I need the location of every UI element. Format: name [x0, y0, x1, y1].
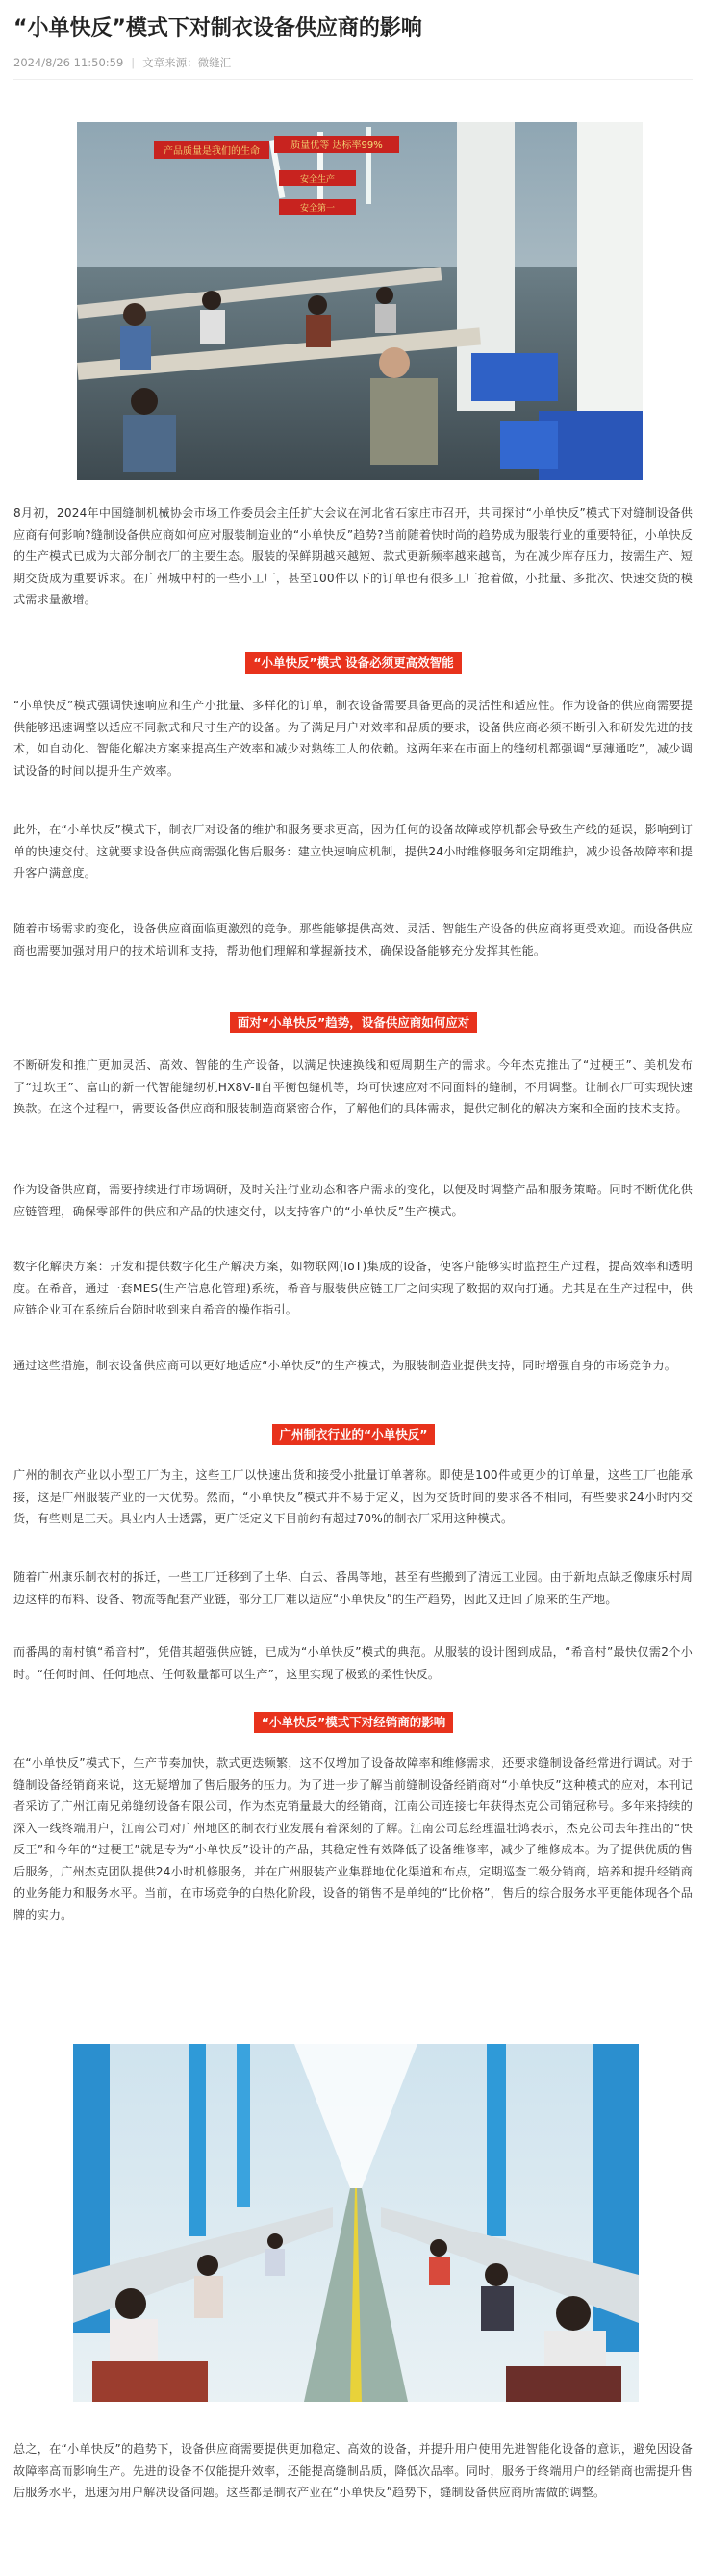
article-meta: [13, 54, 693, 71]
meta-separator: |: [131, 56, 136, 69]
banner-2: 质量优等 达标率99%: [290, 140, 383, 151]
publish-date: 2024/8/26 11:50:59: [13, 56, 124, 69]
section-heading-2-label: 面对“小单快反”趋势，设备供应商如何应对: [230, 1012, 477, 1033]
section-2-paragraph-3: 数字化解决方案：开发和提供数字化生产解决方案，如物联网(IoT)集成的设备，使客户能够实时监控生产过程，提高效率和透明度。在希音，通过一套MES(生产信息化管理)系统，希音与服装供应链工厂之间实现了数据的双向打通。尤其是在生产过程中，供应链企业可在系统后台随时收到来自希音的操作指引。: [13, 1260, 693, 1316]
section-1-paragraph-1: “小单快反”模式强调快速响应和生产小批量、多样化的订单，制衣设备需要具备更高的灵活性和适应性。作为设备的供应商需要提供能够迅速调整以适应不同款式和尺寸生产的设备。为了满足用户对效率和品质的要求，设备供应商必须不断引入和研发先进的技术，如自动化、智能化解决方案来提高生产效率和减少对熟练工人的依赖。这两年来在市面上的缝纫机都强调“厚薄通吃”，减少调试设备的时间以提升生产效率。: [13, 699, 693, 778]
article-source: 文章来源：微缝汇: [142, 56, 232, 69]
banner-3: 安全生产: [299, 175, 336, 185]
section-2-paragraph-2: 作为设备供应商，需要持续进行市场调研，及时关注行业动态和客户需求的变化，以便及时调整产品和服务策略。同时不断优化供应链管理，确保零部件的供应和产品的快速交付，以支持客户的“小单快反”生产模式。: [13, 1183, 693, 1218]
section-1-paragraph-2: 此外，在“小单快反”模式下，制衣厂对设备的维护和服务要求更高，因为任何的设备故障或停机都会导致生产线的延误，影响到订单的快速交付。这就要求设备供应商需强化售后服务：建立快速响应机制，提供24小时维修服务和定期维护，减少设备故障率和提升客户满意度。: [13, 823, 693, 880]
article-title: “小单快反”模式下对制衣设备供应商的影响: [13, 16, 422, 40]
factory-photo-top: [77, 122, 643, 480]
section-heading-1-label: “小单快反”模式 设备必须更高效智能: [245, 652, 461, 674]
section-heading-3-label: 广州制衣行业的“小单快反”: [272, 1424, 436, 1445]
intro-paragraph: 8月初，2024年中国缝制机械协会市场工作委员会主任扩大会议在河北省石家庄市召开，共同探讨“小单快反”模式下对缝制设备供应商有何影响?缝制设备供应商如何应对服装制造业的“小单快反”趋势?当前随着快时尚的趋势成为服装行业的重要特征，小单快反的生产模式已成为大部分制衣厂的主要生态。服装的保鲜期越来越短、款式更新频率越来越高，为在减少库存压力，按需生产、短期交货成为重要诉求。在广州城中村的一些小工厂，甚至100件以下的订单也有很多工厂抢着做，小批量、多批次、快速交货的模式需求量激增。: [13, 506, 693, 606]
meta-divider: [13, 79, 693, 80]
factory-photo-top-illustration: [77, 122, 643, 480]
factory-photo-bottom: [73, 2044, 639, 2402]
banner-4: 安全第一: [299, 204, 336, 214]
conclusion-paragraph: 总之，在“小单快反”的趋势下，设备供应商需要提供更加稳定、高效的设备，并提升用户使用先进智能化设备的意识，避免因设备故障率高而影响生产。先进的设备不仅能提升效率，还能提高缝制品质，降低次品率。同时，服务于终端用户的经销商也需提升售后服务水平，迅速为用户解决设备问题。这些都是制衣产业在“小单快反”趋势下，缝制设备供应商所需做的调整。: [13, 2442, 693, 2499]
section-heading-1: [0, 652, 707, 674]
banner-1: 产品质量是我们的生命: [164, 146, 260, 157]
section-heading-4-label: “小单快反”模式下对经销商的影响: [254, 1712, 453, 1733]
section-3-paragraph-1: 广州的制衣产业以小型工厂为主，这些工厂以快速出货和接受小批量订单著称。即使是100件或更少的订单量，这些工厂也能承接，这是广州服装产业的一大优势。然而，“小单快反”模式并不易于定义，因为交货时间的要求各不相同，有些要求24小时内交货，有些则是三天。具业内人士透露，更广泛定义下目前约有超过70%的制衣厂采用这种模式。: [13, 1468, 693, 1525]
section-1-paragraph-3: 随着市场需求的变化，设备供应商面临更激烈的竞争。那些能够提供高效、灵活、智能生产设备的供应商将更受欢迎。而设备供应商也需要加强对用户的技术培训和支持，帮助他们理解和掌握新技术，确保设备能够充分发挥其性能。: [13, 922, 693, 957]
section-heading-4: [0, 1712, 707, 1733]
section-2-paragraph-4: 通过这些措施，制衣设备供应商可以更好地适应“小单快反”的生产模式，为服装制造业提供支持，同时增强自身的市场竞争力。: [13, 1359, 677, 1372]
section-heading-2: [0, 1012, 707, 1033]
section-heading-3: [0, 1424, 707, 1445]
factory-photo-bottom-illustration: [73, 2044, 639, 2402]
section-3-paragraph-2: 随着广州康乐制衣村的拆迁，一些工厂迁移到了土华、白云、番禺等地，甚至有些搬到了清远工业园。由于新地点缺乏像康乐村周边这样的布料、设备、物流等配套产业链，部分工厂难以适应“小单快反”的生产趋势，因此又迁回了原来的生产地。: [13, 1570, 693, 1606]
section-4-paragraph-1: 在“小单快反”模式下，生产节奏加快，款式更迭频繁，这不仅增加了设备故障率和维修需求，还要求缝制设备经常进行调试。对于缝制设备经销商来说，这无疑增加了售后服务的压力。为了进一步了解当前缝制设备经销商对“小单快反”这种模式的应对，本刊记者采访了广州江南兄弟缝纫设备有限公司，作为杰克销量最大的经销商，江南公司连接七年获得杰克公司销冠称号。多年来持续的深入一线终端用户，江南公司对广州地区的制衣行业发展有着深刻的了解。江南公司总经理温壮鸿表示，杰克公司去年推出的“快反王”和今年的“过梗王”就是专为“小单快反”设计的产品，其稳定性有效降低了设备维修率，减少了维修成本。为了提供优质的售后服务，广州杰克团队提供24小时机修服务，并在广州服装产业集群地优化渠道和布点，定期巡查二级分销商，培养和提升经销商的业务能力和服务水平。当前，在市场竞争的白热化阶段，设备的销售不是单纯的“比价格”，售后的综合服务水平更能体现各个品牌的实力。: [13, 1756, 693, 1922]
section-2-paragraph-1: 不断研发和推广更加灵活、高效、智能的生产设备，以满足快速换线和短周期生产的需求。今年杰克推出了“过梗王”、美机发布了“过坎王”、富山的新一代智能缝纫机HX8V-Ⅱ自平衡包缝机等，均可快速应对不同面料的缝制，不用调整。让制衣厂可实现快速换款。在这个过程中，需要设备供应商和服装制造商紧密合作，了解他们的具体需求，提供定制化的解决方案和全面的技术支持。: [13, 1058, 693, 1115]
section-3-paragraph-3: 而番禺的南村镇“希音村”，凭借其超强供应链，已成为“小单快反”模式的典范。从服装的设计图到成品，“希音村”最快仅需2个小时。“任何时间、任何地点、任何数量都可以生产”，这里实现了极致的柔性快反。: [13, 1645, 693, 1681]
